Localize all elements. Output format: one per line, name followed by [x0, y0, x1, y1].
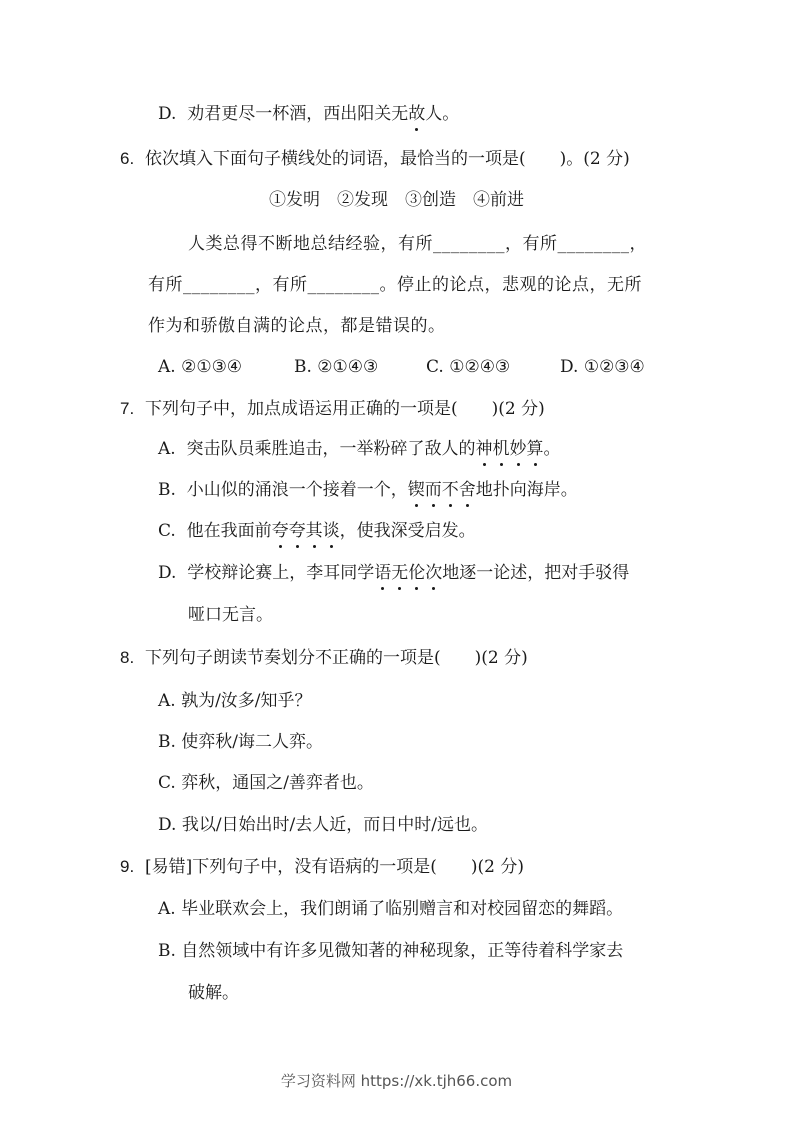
option-text-end: 人。	[425, 104, 460, 124]
question-number: 7.	[120, 399, 135, 418]
q8-option-b: B. 使弈秋/诲二人弈。	[158, 732, 324, 752]
question-number: 8.	[120, 648, 135, 667]
dotted-char: 故	[408, 104, 426, 124]
option-text: 学校辩论赛上，李耳同学	[187, 563, 375, 583]
option-text-end: ，使我深受启发。	[339, 521, 476, 541]
option-text-end: 。	[543, 439, 561, 459]
dotted-char: 谈	[322, 521, 340, 541]
q7-option-b	[158, 478, 578, 502]
option-text: 他在我面前	[186, 521, 272, 541]
passage-line-1: 人类总得不断地总结经验，有所________，有所________，	[188, 234, 647, 254]
question-9	[120, 855, 524, 879]
option-letter: D.	[158, 563, 177, 583]
q9-option-b-line2: 破解。	[188, 983, 239, 1003]
q5-option-d	[158, 102, 459, 126]
question-number: 6.	[120, 149, 135, 168]
option-letter: D.	[158, 104, 177, 124]
question-stem: 下列句子中，加点成语运用正确的一项是( )(2 分)	[145, 399, 545, 419]
dotted-char: 语	[374, 563, 392, 583]
question-stem: 下列句子朗读节奏划分不正确的一项是( )(2 分)	[145, 648, 528, 668]
question-7	[120, 397, 545, 421]
passage-line-2: 有所________，有所________。停止的论点，悲观的论点，无所	[148, 275, 642, 295]
dotted-char: 伦	[408, 563, 426, 583]
q7-option-a	[158, 437, 561, 461]
option-letter: B.	[158, 480, 176, 500]
question-8	[120, 646, 528, 670]
q7-option-c	[158, 519, 476, 543]
q8-option-c: C. 弈秋，通国之/善弈者也。	[158, 773, 374, 793]
option-letter: C.	[158, 521, 176, 541]
dotted-char: 夸	[271, 521, 289, 541]
footer-watermark[interactable]: 学习资料网 https://xk.tjh66.com	[280, 1072, 513, 1090]
dotted-char: 舍	[458, 480, 476, 500]
q6-option-b: B. ②①④③	[294, 357, 379, 377]
dotted-char: 算	[526, 439, 544, 459]
q7-option-d	[158, 561, 629, 585]
q6-option-d: D. ①②③④	[560, 357, 645, 377]
q6-option-c: C. ①②④③	[426, 357, 511, 377]
passage-line-3: 作为和骄傲自满的论点，都是错误的。	[148, 316, 446, 336]
word-choices: ①发明 ②发现 ③创造 ④前进	[269, 190, 524, 210]
option-text: 小山似的涌浪一个接着一个，	[186, 480, 408, 500]
option-text-end: 地扑向海岸。	[475, 480, 578, 500]
dotted-char: 神	[475, 439, 493, 459]
dotted-char: 次	[425, 563, 443, 583]
q6-option-a: A. ②①③④	[158, 357, 243, 377]
dotted-char: 锲	[407, 480, 425, 500]
q8-option-d: D. 我以/日始出时/去人近，而日中时/远也。	[158, 815, 489, 835]
dotted-char: 不	[441, 480, 459, 500]
question-6	[120, 147, 630, 171]
dotted-char: 而	[424, 480, 442, 500]
q9-option-a: A. 毕业联欢会上，我们朗诵了临别赠言和对校园留恋的舞蹈。	[158, 899, 624, 919]
dotted-char: 其	[305, 521, 323, 541]
dotted-char: 妙	[509, 439, 527, 459]
option-text: 劝君更尽一杯酒，西出阳关无	[187, 104, 409, 124]
dotted-char: 机	[492, 439, 510, 459]
q9-option-b: B. 自然领域中有许多见微知著的神秘现象，正等待着科学家去	[158, 941, 624, 961]
option-letter: A.	[158, 439, 176, 459]
option-text: 突击队员乘胜追击，一举粉碎了敌人的	[186, 439, 476, 459]
question-stem: 依次填入下面句子横线处的词语，最恰当的一项是( )。(2 分)	[145, 149, 630, 169]
question-stem: [易错]下列句子中，没有语病的一项是( )(2 分)	[145, 857, 525, 877]
option-text-end: 地逐一论述，把对手驳得	[442, 563, 630, 583]
q7-option-d-line2: 哑口无言。	[188, 605, 273, 625]
question-number: 9.	[120, 857, 135, 876]
dotted-char: 无	[391, 563, 409, 583]
dotted-char: 夸	[288, 521, 306, 541]
q8-option-a: A. 孰为/汝多/知乎？	[158, 691, 312, 711]
